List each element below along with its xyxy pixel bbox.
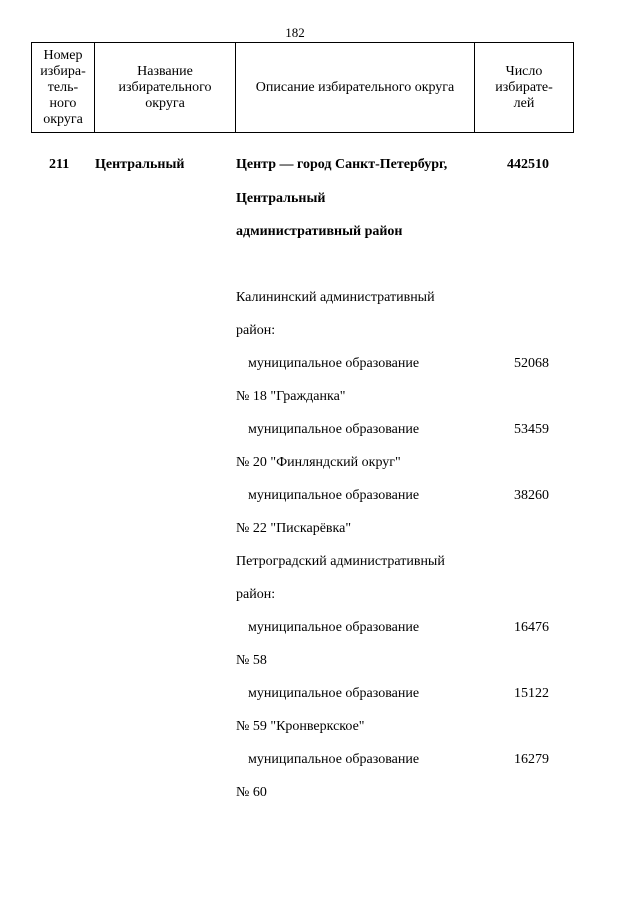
header-district-name: Название избирательного округа [94,43,235,132]
header-district-number: Номер избира- тель- ного округа [40,47,86,127]
entry-voters: 38260 [514,488,549,503]
entry-voters: 52068 [514,356,549,371]
entry-line2: № 22 "Пискарёвка" [236,521,352,536]
entry-line2: № 59 "Кронверкское" [236,719,365,734]
section-title: район: [236,587,276,602]
page-number: 182 [285,25,305,40]
entry-line1: муниципальное образование [248,422,420,437]
district-description-line: Центральный [236,191,326,206]
entry-voters: 53459 [514,422,549,437]
entry-line1: муниципальное образование [248,356,420,371]
district-name: Центральный [95,157,185,172]
district-description-line: Центр — город Санкт-Петербург, [236,157,448,172]
entry-line2: № 18 "Гражданка" [236,389,346,404]
table-header [31,42,574,133]
section-title: район: [236,323,276,338]
section-title: Калининский административный [236,290,435,305]
entry-line2: № 58 [236,653,267,668]
header-district-description: Описание избирательного округа [235,43,474,132]
section-title: Петроградский административный [236,554,445,569]
entry-voters: 16476 [514,620,549,635]
entry-line2: № 60 [236,785,267,800]
entry-voters: 15122 [514,686,549,701]
district-description-line: административный район [236,224,403,239]
entry-line2: № 20 "Финляндский округ" [236,455,401,470]
entry-line1: муниципальное образование [248,752,420,767]
entry-line1: муниципальное образование [248,686,420,701]
entry-line1: муниципальное образование [248,620,420,635]
district-number: 211 [49,157,70,172]
header-voter-count: Число избирате- лей [474,43,573,132]
entry-voters: 16279 [514,752,549,767]
entry-line1: муниципальное образование [248,488,420,503]
district-voter-count: 442510 [507,157,549,172]
